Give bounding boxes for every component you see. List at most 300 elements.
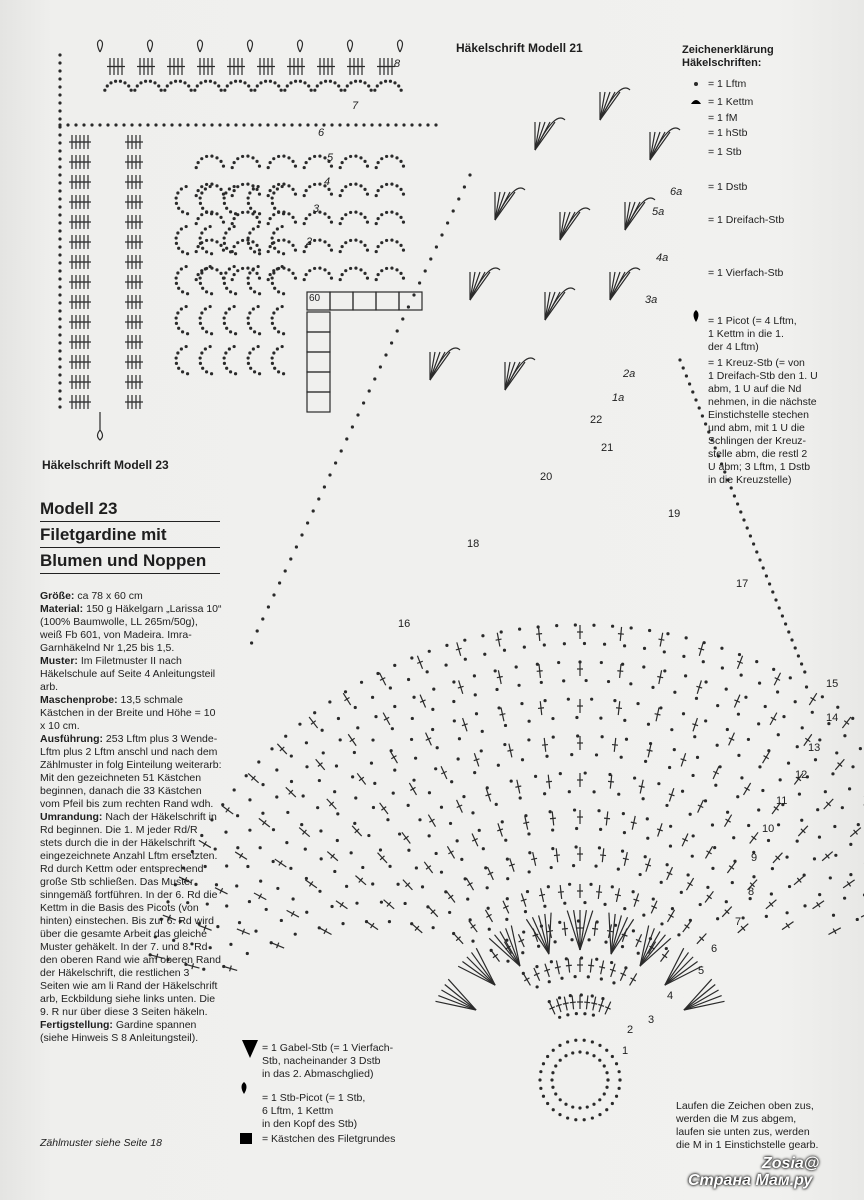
chain-dot (324, 80, 327, 83)
chain-dot (272, 860, 275, 863)
legend-item-text: = 1 Picot (= 4 Lftm, 1 Kettm in die 1. der 4 Lftm) (708, 315, 797, 353)
chain-dot (606, 1078, 609, 1081)
chain-dot (814, 758, 817, 761)
chain-dot (506, 877, 509, 880)
chain-dot (58, 93, 61, 96)
chain-dot (668, 766, 671, 769)
chain-dot (539, 1087, 542, 1090)
chain-dot (58, 293, 61, 296)
chain-dot (225, 247, 228, 250)
fan-row-number: 22 (590, 414, 603, 426)
top-row-number: 6a (670, 186, 683, 198)
filet-square (376, 292, 399, 310)
chain-dot (247, 322, 250, 325)
chain-dot (682, 712, 685, 715)
chain-dot (849, 873, 852, 876)
chain-dot (302, 794, 305, 797)
chain-dot (534, 775, 537, 778)
chain-dot (673, 748, 676, 751)
chain-dot (269, 217, 272, 220)
stitch-tick (618, 634, 624, 635)
chain-dot (599, 828, 602, 831)
chain-dot (238, 921, 241, 924)
chain-dot (366, 221, 369, 224)
chain-dot (231, 194, 234, 197)
chain-dot (323, 240, 326, 243)
fan-diagram-modell-21 (149, 88, 864, 1121)
chain-dot (395, 212, 398, 215)
chain-dot (440, 871, 443, 874)
chain-dot (399, 244, 402, 247)
chain-dot (58, 381, 61, 384)
chain-dot (248, 271, 251, 274)
chain-dot (418, 123, 421, 126)
chain-dot (552, 735, 555, 738)
chain-dot (363, 160, 366, 163)
chain-dot (397, 84, 400, 87)
chain-dot (253, 290, 256, 293)
chain-dot (249, 367, 252, 370)
fan-row-number: 7 (735, 916, 742, 928)
chain-dot (592, 1103, 595, 1106)
chain-dot (466, 897, 469, 900)
chain-dot (818, 836, 821, 839)
chain-dot (222, 221, 225, 224)
shell-stitch (476, 948, 495, 985)
chain-dot (223, 242, 226, 245)
chain-dot (604, 941, 607, 944)
gabel-stb-icon (242, 1040, 258, 1068)
chain-dot (732, 836, 735, 839)
article-title (40, 496, 220, 574)
chain-dot (177, 367, 180, 370)
chain-dot (363, 188, 366, 191)
chain-dot (794, 646, 797, 649)
chain-dot (560, 977, 563, 980)
chain-dot (224, 191, 227, 194)
chain-dot (505, 918, 508, 921)
chain-dot (215, 212, 218, 215)
chain-dot (90, 123, 93, 126)
chain-dot (246, 183, 249, 186)
chain-dot (177, 287, 180, 290)
dreifach-icon (693, 208, 699, 236)
chain-dot (286, 84, 289, 87)
chain-dot (258, 221, 261, 224)
chain-dot (271, 362, 274, 365)
chain-dot (271, 282, 274, 285)
chain-dot (106, 123, 109, 126)
shell-stitch (580, 911, 593, 950)
chain-dot (58, 149, 61, 152)
chain-dot (233, 345, 236, 348)
chain-dot (58, 309, 61, 312)
chain-dot (223, 322, 226, 325)
chain-dot (407, 849, 410, 852)
chain-dot (716, 917, 719, 920)
chain-dot (269, 80, 272, 83)
chain-dot (456, 839, 459, 842)
chain-dot (333, 870, 336, 873)
chain-dot (195, 194, 198, 197)
chain-dot (849, 843, 852, 846)
chain-dot (74, 123, 77, 126)
chain-dot (359, 156, 362, 159)
chain-dot (58, 253, 61, 256)
chain-dot (574, 975, 577, 978)
chain-dot (313, 267, 316, 270)
chain-dot (58, 245, 61, 248)
chain-dot (460, 858, 463, 861)
filet-square (307, 312, 330, 332)
chain-dot (395, 156, 398, 159)
chain-dot (536, 985, 539, 988)
chain-dot (294, 165, 297, 168)
stitch-tick (542, 745, 548, 746)
stitch-tick (558, 892, 564, 893)
chain-dot (303, 166, 306, 169)
chain-dot (228, 307, 231, 310)
chain-dot (225, 367, 228, 370)
chain-dot (66, 123, 69, 126)
chain-dot (176, 351, 179, 354)
chain-dot (402, 123, 405, 126)
chain-dot (266, 123, 269, 126)
chain-dot (528, 851, 531, 854)
chain-dot (562, 679, 565, 682)
chain-dot (354, 239, 357, 242)
chain-dot (622, 812, 625, 815)
chain-dot (275, 795, 278, 798)
stitch-tick (531, 858, 537, 859)
stitch-tick (631, 822, 637, 823)
chain-dot (370, 762, 373, 765)
paragraph-execution: Ausführung: 253 Lftm plus 3 Wende-Lftm plus 2 Lftm anschl und nach dem Zählmuster in folg Einteilung weiterarb: Mit den gezeichneten 51 Kästchen beginnen, danach die 33 Kästchen vom Pfeil bis zum rechten Rand wdh. (40, 733, 222, 810)
chain-dot (587, 975, 590, 978)
chain-dot (681, 790, 684, 793)
legend-heading: Zeichenerklärung (682, 44, 774, 56)
picot-mark (298, 40, 303, 52)
chain-dot (176, 191, 179, 194)
chain-dot (623, 644, 626, 647)
chain-dot (621, 849, 624, 852)
chain-dot (623, 907, 626, 910)
chain-dot (180, 347, 183, 350)
chain-dot (58, 117, 61, 120)
chain-dot (353, 751, 356, 754)
chain-dot (551, 717, 554, 720)
chain-dot (428, 834, 431, 837)
chain-dot (318, 155, 321, 158)
chain-dot (424, 269, 427, 272)
chain-dot (58, 325, 61, 328)
chain-dot (598, 1098, 601, 1101)
chain-dot (281, 225, 284, 228)
chain-dot (571, 1051, 574, 1054)
chain-dot (236, 157, 239, 160)
shell-stitch (684, 990, 719, 1010)
shell-stitch (580, 910, 586, 950)
chain-dot (590, 698, 593, 701)
legend-item-text: = 1 Dreifach-Stb (708, 214, 785, 226)
chain-dot (768, 582, 771, 585)
chain-dot (337, 717, 340, 720)
paragraph-size: Größe: ca 78 x 60 cm (40, 590, 143, 602)
chain-dot (811, 711, 814, 714)
chain-dot (692, 834, 695, 837)
chain-dot (586, 1051, 589, 1054)
chain-dot (340, 449, 343, 452)
chain-dot (195, 250, 198, 253)
chain-dot (58, 85, 61, 88)
chain-dot (800, 819, 803, 822)
chain-dot (351, 775, 354, 778)
chain-dot (394, 123, 397, 126)
chain-dot (704, 799, 707, 802)
chain-dot (384, 353, 387, 356)
filet-square (307, 352, 330, 372)
chain-dot (374, 715, 377, 718)
chain-dot (816, 808, 819, 811)
chain-dot (559, 1098, 562, 1101)
chain-dot (273, 247, 276, 250)
chain-dot (373, 89, 376, 92)
chain-dot (276, 347, 279, 350)
top-row-number: 1a (612, 392, 625, 404)
chain-dot (648, 629, 651, 632)
chain-dot (435, 245, 438, 248)
chain-dot (569, 994, 572, 997)
chain-dot (313, 155, 316, 158)
chain-dot (303, 222, 306, 225)
chain-dot (765, 915, 768, 918)
chain-dot (178, 123, 181, 126)
stitch-tick (786, 923, 789, 928)
chain-dot (58, 141, 61, 144)
chain-dot (598, 846, 601, 849)
chain-dot (180, 307, 183, 310)
filet-square (353, 292, 376, 310)
chain-dot (805, 685, 808, 688)
chain-dot (829, 876, 832, 879)
chain-dot (744, 696, 747, 699)
chain-dot (291, 216, 294, 219)
chain-dot (330, 165, 333, 168)
chain-dot (349, 81, 352, 84)
stitch-tick (539, 894, 545, 895)
stitch-tick (562, 928, 568, 929)
fan-row-number: 4 (667, 990, 674, 1002)
chain-dot (497, 706, 500, 709)
chain-dot (583, 1012, 586, 1015)
chain-dot (223, 362, 226, 365)
chain-dot (257, 345, 260, 348)
chain-dot (642, 665, 645, 668)
chain-dot (246, 211, 249, 214)
stitch-tick (658, 639, 664, 640)
chain-dot (682, 655, 685, 658)
chain-dot (344, 241, 347, 244)
chain-dot (273, 287, 276, 290)
chain-dot (834, 854, 837, 857)
bottom-legend-text: = 1 Stb-Picot (= 1 Stb, 6 Lftm, 1 Kettm in den Kopf des Stb) (262, 1092, 366, 1130)
chain-dot (757, 722, 760, 725)
chain-dot (607, 680, 610, 683)
chain-dot (215, 240, 218, 243)
chain-dot (713, 846, 716, 849)
stitch-tick (588, 965, 594, 966)
chain-dot (233, 788, 236, 791)
chain-dot (623, 831, 626, 834)
chain-dot (330, 905, 333, 908)
chain-dot (344, 690, 347, 693)
fan-row-number: 21 (601, 442, 614, 454)
chain-dot (239, 80, 242, 83)
chain-dot (210, 211, 213, 214)
chain-dot (327, 244, 330, 247)
chain-dot (393, 664, 396, 667)
chain-dot (261, 783, 264, 786)
chain-dot (407, 305, 410, 308)
stitch-tick (230, 966, 232, 972)
chain-dot (363, 244, 366, 247)
chain-dot (289, 867, 292, 870)
chain-dot (359, 80, 362, 83)
chain-dot (330, 221, 333, 224)
chain-dot (567, 698, 570, 701)
chain-dot (281, 265, 284, 268)
chain-dot (366, 193, 369, 196)
shell-stitch (665, 952, 689, 985)
chain-dot (200, 191, 203, 194)
arc-icon (691, 100, 701, 104)
stitch-tick (655, 714, 661, 715)
chain-dot (762, 566, 765, 569)
stitch-tick (226, 807, 230, 812)
chain-dot (605, 1071, 608, 1074)
chain-dot (366, 249, 369, 252)
chain-dot (367, 834, 370, 837)
chain-dot (752, 875, 755, 878)
chain-dot (58, 69, 61, 72)
chain-dot (520, 702, 523, 705)
chain-dot (277, 239, 280, 242)
chain-dot (247, 196, 250, 199)
chain-dot (106, 84, 109, 87)
chain-dot (738, 653, 741, 656)
chain-dot (322, 751, 325, 754)
chain-dot (412, 293, 415, 296)
fan-row-number: 14 (826, 712, 839, 724)
chain-dot (200, 231, 203, 234)
chain-dot (282, 155, 285, 158)
chain-dot (249, 287, 252, 290)
chain-dot (375, 250, 378, 253)
chain-dot (225, 904, 228, 907)
chain-dot (547, 885, 550, 888)
chain-dot (670, 728, 673, 731)
chain-dot (551, 1071, 554, 1074)
chain-dot (130, 123, 133, 126)
picot-mark (198, 40, 203, 52)
chain-dot (197, 273, 200, 276)
chain-dot (127, 84, 130, 87)
chain-dot (339, 194, 342, 197)
chain-dot (463, 185, 466, 188)
stitch-tick (657, 677, 663, 678)
chain-dot (341, 245, 344, 248)
chain-dot (341, 273, 344, 276)
chain-dot (170, 123, 173, 126)
chain-dot (714, 784, 717, 787)
chain-dot (199, 276, 202, 279)
chain-dot (468, 173, 471, 176)
picot-mark (98, 40, 103, 52)
chain-dot (272, 185, 275, 188)
chain-dot (344, 185, 347, 188)
chain-dot (583, 901, 586, 904)
chain-dot (195, 222, 198, 225)
chain-dot (563, 642, 566, 645)
chain-dot (291, 272, 294, 275)
chain-dot (704, 422, 707, 425)
chain-dot (574, 1118, 577, 1121)
chain-dot (174, 80, 177, 83)
chain-dot (693, 735, 696, 738)
chain-dot (210, 267, 213, 270)
chain-dot (595, 958, 598, 961)
chain-dot (231, 166, 234, 169)
chain-dot (522, 930, 525, 933)
chain-dot (220, 89, 223, 92)
chain-dot (252, 227, 255, 230)
chain-dot (233, 245, 236, 248)
chain-dot (185, 265, 188, 268)
chain-dot (205, 183, 208, 186)
chain-dot (215, 268, 218, 271)
chain-dot (175, 276, 178, 279)
chain-dot (386, 123, 389, 126)
chain-dot (233, 305, 236, 308)
filet-square (307, 392, 330, 412)
chain-dot (506, 858, 509, 861)
chain-dot (566, 1040, 569, 1043)
chain-dot (377, 217, 380, 220)
chain-dot (389, 80, 392, 83)
chain-dot (205, 267, 208, 270)
chain-dot (144, 80, 147, 83)
chain-dot (253, 210, 256, 213)
chain-dot (488, 928, 491, 931)
stitch-tick (536, 634, 542, 635)
chain-dot (677, 933, 680, 936)
chain-dot (276, 187, 279, 190)
chain-dot (58, 229, 61, 232)
chain-dot (197, 189, 200, 192)
chain-dot (592, 1014, 595, 1017)
chain-dot (428, 791, 431, 794)
chain-dot (836, 706, 839, 709)
chain-dot (526, 890, 529, 893)
fan-row-number: 17 (736, 578, 749, 590)
chain-dot (553, 940, 556, 943)
chain-dot (219, 272, 222, 275)
fan-row-number: 16 (398, 618, 411, 630)
chain-dot (446, 221, 449, 224)
chain-dot (58, 397, 61, 400)
chain-dot (777, 733, 780, 736)
chain-dot (328, 473, 331, 476)
